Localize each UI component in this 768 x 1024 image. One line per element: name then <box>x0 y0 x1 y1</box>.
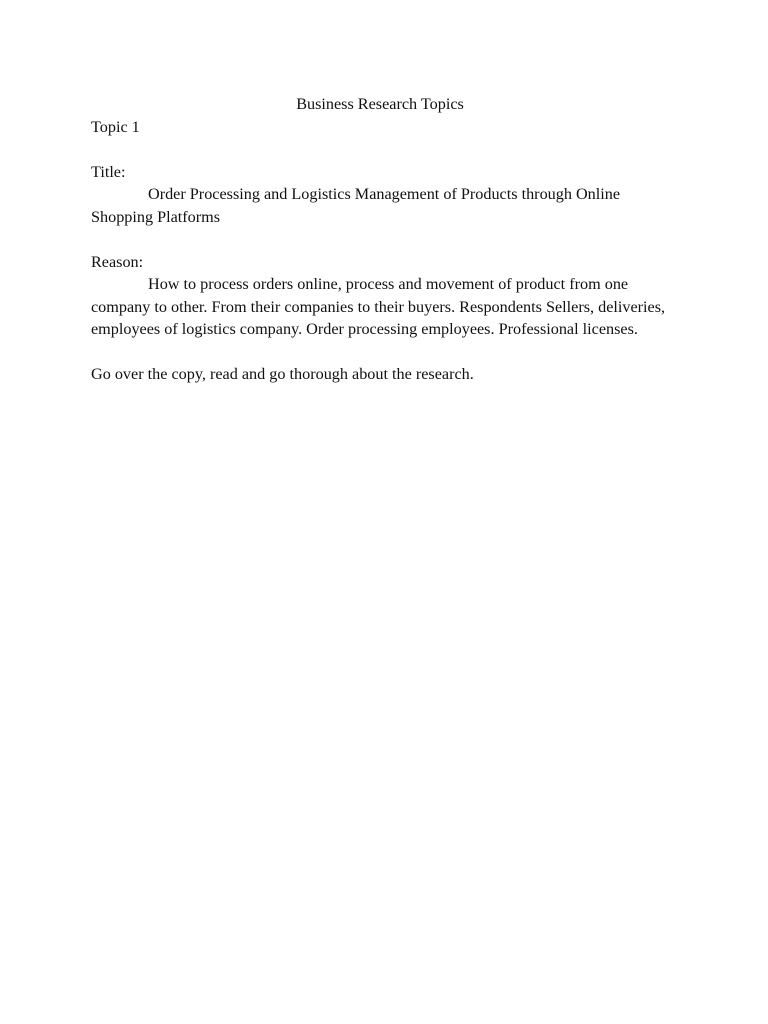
title-label: Title: <box>91 162 126 181</box>
document-heading: Business Research Topics <box>296 95 464 113</box>
reason-label: Reason: <box>91 252 144 271</box>
document-body <box>91 93 669 386</box>
topic-label: Topic 1 <box>91 117 140 136</box>
blank-line <box>91 228 669 251</box>
title-text: Order Processing and Logistics Management of Products through Online Shopping Platforms <box>91 185 621 226</box>
blank-line <box>91 138 669 161</box>
blank-line <box>91 341 669 364</box>
reason-text: How to process orders online, process and movement of product from one company to other. From their companies to their buyers. Respondents Sellers, deliveries, employees of logistics company. Order processing employees. Professional licenses. <box>91 275 666 338</box>
closing-text: Go over the copy, read and go thorough about the research. <box>91 365 474 383</box>
